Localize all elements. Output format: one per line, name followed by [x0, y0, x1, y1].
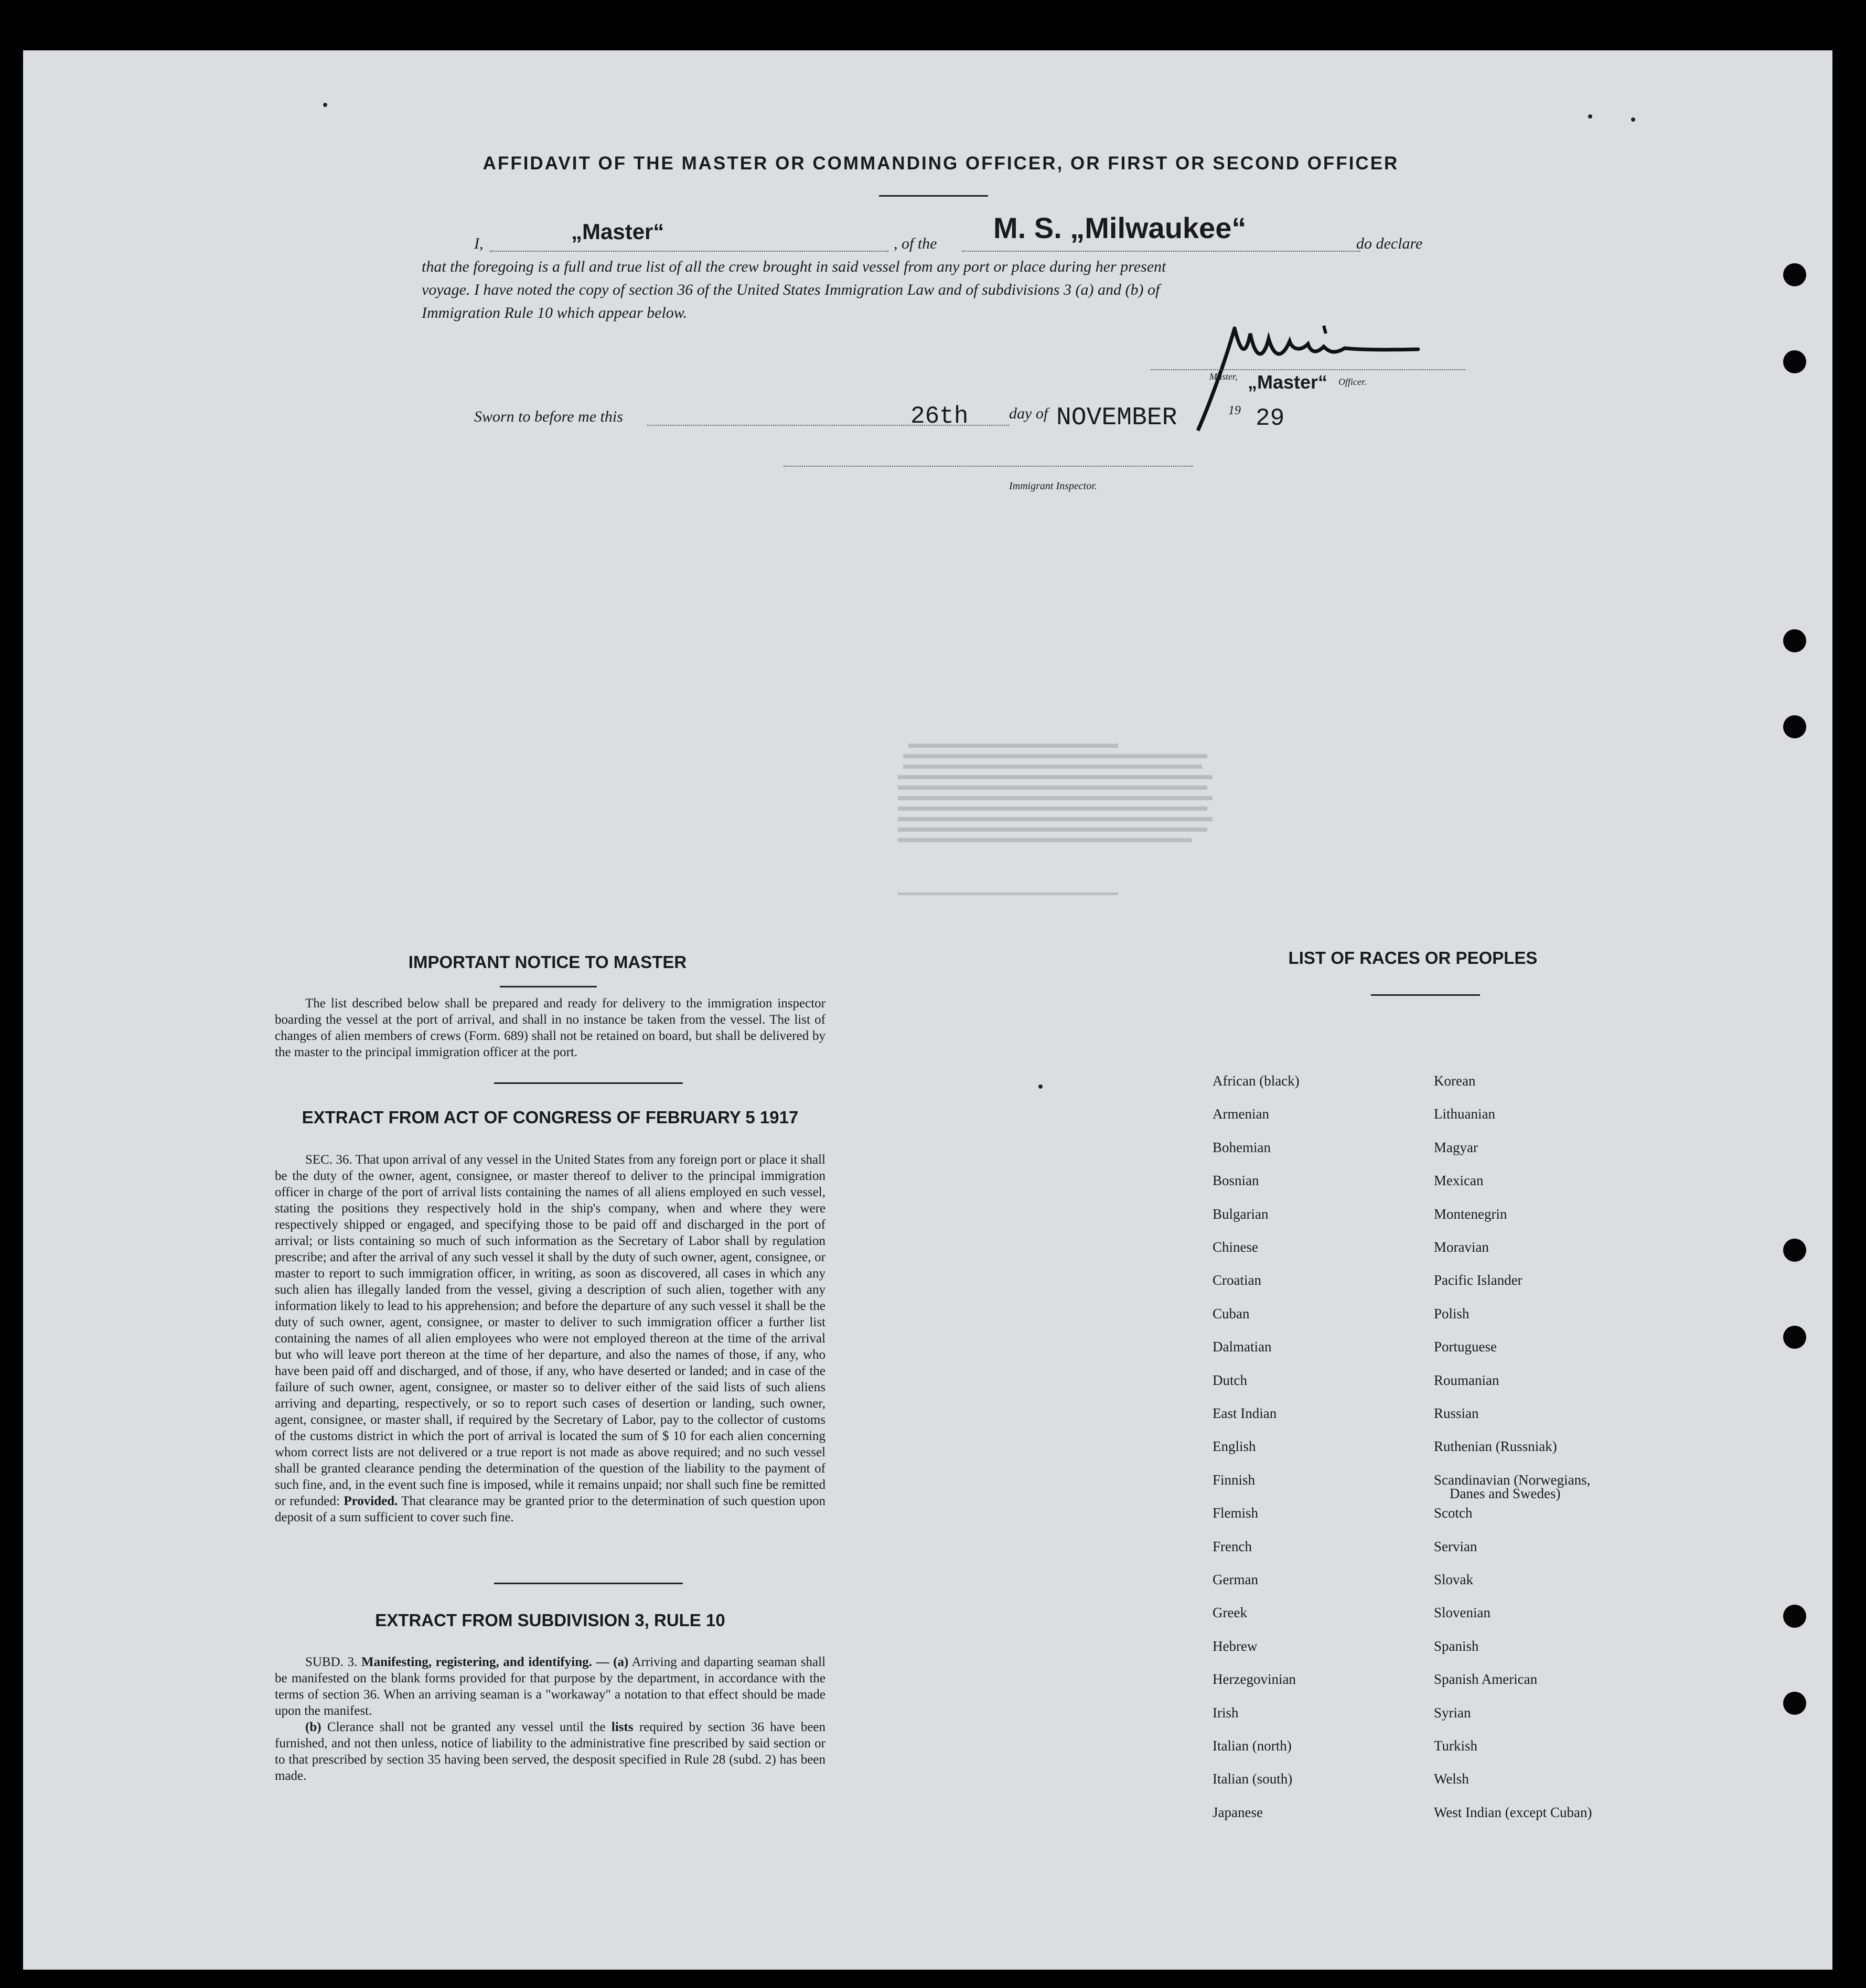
document-page	[23, 50, 1832, 1970]
stamp-line	[898, 838, 1192, 842]
race-item-left: Irish	[1213, 1705, 1239, 1721]
race-item-left: Bulgarian	[1213, 1206, 1269, 1222]
race-item-right: Polish	[1434, 1306, 1470, 1321]
stamp-line	[898, 775, 1213, 779]
stamp-line	[908, 744, 1118, 748]
race-item-right-continuation: Danes and Swedes)	[1450, 1486, 1561, 1501]
rule-a-bold: Manifesting, registering, and identifying.	[361, 1655, 592, 1669]
day-of-label: day of	[1009, 405, 1048, 422]
act-paragraph	[275, 1152, 825, 1525]
race-item-left: Croatian	[1213, 1272, 1261, 1288]
race-item-right: Moravian	[1434, 1239, 1489, 1255]
rule-b-bold: lists	[611, 1720, 634, 1734]
race-item-left: East Indian	[1213, 1405, 1277, 1421]
rule-title: EXTRACT FROM SUBDIVISION 3, RULE 10	[375, 1610, 725, 1630]
race-item-right: Korean	[1434, 1073, 1476, 1089]
race-item-right: Magyar	[1434, 1140, 1478, 1155]
race-item-right: Slovak	[1434, 1572, 1474, 1587]
race-item-right: Pacific Islander	[1434, 1272, 1522, 1288]
race-item-right: West Indian (except Cuban)	[1434, 1804, 1592, 1820]
inspector-label: Immigrant Inspector.	[1009, 480, 1097, 492]
act-title: EXTRACT FROM ACT OF CONGRESS OF FEBRUARY 5 1917	[302, 1108, 799, 1127]
race-item-right: Spanish American	[1434, 1671, 1538, 1687]
name-fill-line	[490, 251, 888, 252]
race-item-right: Roumanian	[1434, 1372, 1499, 1388]
inspector-fill-line	[784, 466, 1193, 467]
race-item-right: Spanish	[1434, 1638, 1479, 1654]
races-title: LIST OF RACES OR PEOPLES	[1288, 948, 1538, 968]
race-item-left: Japanese	[1213, 1804, 1263, 1820]
race-item-right: Mexican	[1434, 1173, 1484, 1188]
race-item-left: Herzegovinian	[1213, 1671, 1296, 1687]
act-text-after: That clearance may be granted prior to the determination of such question upon deposit of a sum sufficient to cover such fine.	[275, 1494, 825, 1524]
race-item-right: Ruthenian (Russniak)	[1434, 1438, 1557, 1454]
binder-hole	[1783, 629, 1806, 652]
act-provided: Provided.	[344, 1494, 398, 1508]
race-item-left: African (black)	[1213, 1073, 1300, 1089]
binder-hole	[1783, 1692, 1806, 1715]
sworn-month-value: NOVEMBER	[1056, 404, 1177, 432]
race-item-right: Russian	[1434, 1405, 1479, 1421]
title-divider	[879, 195, 988, 197]
act-text	[275, 1152, 825, 1525]
handwritten-signature	[1177, 302, 1429, 433]
race-item-left: Bosnian	[1213, 1173, 1259, 1188]
stamp-line	[898, 807, 1207, 811]
race-item-left: English	[1213, 1438, 1256, 1454]
race-item-left: Bohemian	[1213, 1140, 1271, 1155]
race-item-left: Chinese	[1213, 1239, 1258, 1255]
race-item-left: Dutch	[1213, 1372, 1247, 1388]
vessel-fill-value: M. S. „Milwaukee“	[993, 211, 1247, 244]
i-label: I,	[474, 235, 484, 252]
race-item-right: Lithuanian	[1434, 1106, 1495, 1122]
binder-hole	[1783, 1605, 1806, 1628]
rule-text	[275, 1654, 825, 1784]
master-fill-value: „Master“	[571, 219, 664, 244]
vessel-fill-line	[962, 251, 1360, 252]
stamp-line	[898, 893, 1118, 895]
race-item-left: Greek	[1213, 1605, 1247, 1620]
race-item-left: Italian (north)	[1213, 1738, 1292, 1754]
rule-a-prefix: SUBD. 3.	[305, 1655, 358, 1669]
rule-b-text-1: Clerance shall not be granted any vessel until the	[327, 1720, 606, 1734]
stamp-line	[898, 817, 1213, 821]
race-item-left: Finnish	[1213, 1472, 1256, 1488]
act-text-before: SEC. 36. That upon arrival of any vessel in the United States from any foreign port or place it shall be the duty of the owner, agent, consignee, or master thereof to deliver to the principal immigration officer in charge of the port of arrival lists containing the names of all aliens employed en such vessel, stating the positions they respectively hold in the ship's company, when and where they were respectively shipped or engaged, and specifying those to be paid off and discharged in the port of arrival; or lists containing so much of such information as the Secretary of Labor shall by regulation prescribe; and after the arrival of any such vessel it shall by the duty of such owner, agent, consignee, or master to report to such immigration officer, in writing, as soon as discovered, all cases in which any such alien has illegally landed from the vessel, giving a description of such alien, together with any information likely to lead to his apprehension; and before the departure of any such vessel it shall be the duty of such owner, agent, consignee, or master to deliver to such immigration officer a further list containing the names of all alien employees who were not employed thereon at the time of the arrival but who will leave port thereon at the time of her departure, and also the names of those, if any, who have been paid off and discharged, and of those, if any, who have deserted or landed; and in case of the failure of such owner, agent, consignee, or master so to deliver either of the said lists of such aliens arriving and departing, respectively, or so to report such cases of desertion or landing, such owner, agent, consignee, or master shall, if required by the Secretary of Labor, pay to the collector of customs of the customs district in which the port of arrival is located the sum of $ 10 for each alien concerning whom correct lists are not delivered or a true report is not made as above required; and no such vessel shall be granted clearance pending the determination of the question of the liability to the payment of such fine, and, in the event such fine is imposed, while it remains unpaid; nor shall such fine be remitted or refunded:	[275, 1153, 825, 1508]
signature-typed-master: „Master“	[1248, 371, 1328, 393]
rule-a-text: Arriving and daparting seaman shall be manifested on the blank forms provided for that purpose by the department, in accordance with the terms of section 36. When an arriving seaman is a "workaway" a notation to that effect should be made upon the manifest.	[275, 1655, 826, 1718]
act-end-divider	[494, 1583, 683, 1584]
notice-title: IMPORTANT NOTICE TO MASTER	[408, 952, 687, 972]
signature-label-officer: Officer.	[1338, 377, 1367, 387]
notice-end-divider	[494, 1082, 683, 1084]
rule-b-text-2: required by section 36 have been furnished, and not then unless, notice of liability to the administrative fine prescribed by said section or to that prescribed by section 35 having been served, the desposit specified in Rule 28 (subd. 2) has been made.	[275, 1720, 826, 1783]
rule-paragraph-a	[275, 1654, 825, 1719]
sworn-year-value: 29	[1256, 405, 1285, 432]
race-item-right: Syrian	[1434, 1705, 1471, 1721]
speck	[1588, 114, 1592, 119]
race-item-left: French	[1213, 1539, 1252, 1554]
race-item-left: Cuban	[1213, 1306, 1250, 1321]
binder-hole	[1783, 1239, 1806, 1262]
binder-hole	[1783, 715, 1806, 738]
rule-a-dash: — (a)	[596, 1655, 629, 1669]
race-item-right: Scotch	[1434, 1505, 1473, 1521]
race-item-left: Flemish	[1213, 1505, 1259, 1521]
race-item-right: Servian	[1434, 1539, 1477, 1554]
stamp-line	[898, 828, 1207, 832]
stamp-line	[898, 786, 1207, 790]
rule-paragraph-b	[275, 1719, 825, 1784]
signature-label-master: Master,	[1209, 371, 1238, 382]
race-item-right: Scandinavian (Norwegians,	[1434, 1472, 1591, 1488]
notice-text	[275, 995, 825, 1060]
stamp-line	[898, 796, 1213, 800]
notice-divider	[500, 986, 597, 987]
signature-fill-line	[1151, 369, 1465, 370]
speck	[1038, 1084, 1043, 1089]
sworn-day-value: 26th	[910, 403, 969, 430]
race-item-right: Montenegrin	[1434, 1206, 1507, 1222]
of-the-label: , of the	[894, 235, 937, 252]
affidavit-body-line-2: voyage. I have noted the copy of section 36 of the United States Immigration Law and of subdivisions 3 (a) and (b) of	[422, 281, 1160, 298]
speck	[323, 103, 327, 107]
race-item-left: Armenian	[1213, 1106, 1269, 1122]
race-item-left: Hebrew	[1213, 1638, 1258, 1654]
binder-hole	[1783, 263, 1806, 286]
race-item-left: Italian (south)	[1213, 1771, 1293, 1787]
stamp-line	[903, 754, 1207, 758]
race-item-right: Turkish	[1434, 1738, 1478, 1754]
notice-paragraph: The list described below shall be prepared and ready for delivery to the immigration inspector boarding the vessel at the port of arrival, and shall in no instance be taken from the vessel. The list of changes of alien members of crews (Form. 689) shall not be retained on board, but shall be delivered by the master to the principal immigration officer at the port.	[275, 996, 825, 1059]
stamp-line	[903, 765, 1202, 769]
binder-hole	[1783, 350, 1806, 373]
race-item-left: German	[1213, 1572, 1258, 1587]
rule-b-label: (b)	[305, 1720, 321, 1734]
faded-stamp	[898, 740, 1239, 898]
binder-hole	[1783, 1326, 1806, 1349]
race-item-right: Welsh	[1434, 1771, 1469, 1787]
year-prefix-label: 19	[1228, 404, 1241, 417]
affidavit-body-line-3: Immigration Rule 10 which appear below.	[422, 304, 688, 321]
race-item-left: Dalmatian	[1213, 1339, 1272, 1355]
races-divider	[1371, 994, 1480, 996]
speck	[1631, 117, 1635, 122]
affidavit-title: AFFIDAVIT OF THE MASTER OR COMMANDING OFFICER, OR FIRST OR SECOND OFFICER	[482, 153, 1399, 174]
affidavit-body-line-1: that the foregoing is a full and true list of all the crew brought in said vessel from any port or place during her present	[422, 258, 1166, 275]
sworn-label: Sworn to before me this	[474, 408, 623, 425]
race-item-right: Slovenian	[1434, 1605, 1490, 1620]
do-declare-label: do declare	[1356, 235, 1423, 252]
race-item-right: Portuguese	[1434, 1339, 1497, 1355]
